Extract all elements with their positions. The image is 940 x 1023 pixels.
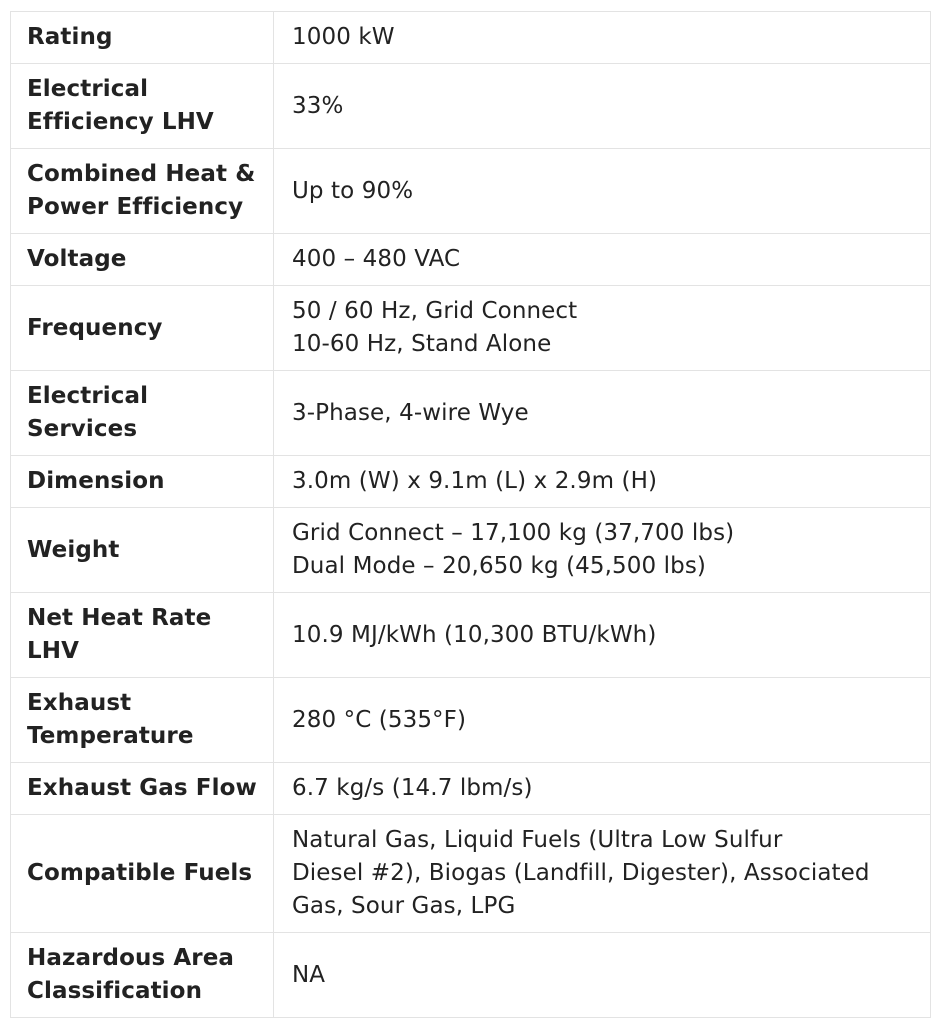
spec-label-electrical-efficiency: Electrical Efficiency LHV <box>11 64 274 149</box>
spec-label-exhaust-temperature: Exhaust Temperature <box>11 678 274 763</box>
spec-row-frequency <box>11 286 931 371</box>
spec-value-electrical-efficiency: 33% <box>274 64 931 149</box>
spec-label-electrical-services: Electrical Services <box>11 371 274 456</box>
spec-row-electrical-efficiency <box>11 64 931 149</box>
specifications-table-body <box>11 12 931 1018</box>
spec-label-dimension: Dimension <box>11 456 274 508</box>
spec-row-hazardous-area <box>11 933 931 1018</box>
spec-label-exhaust-gas-flow: Exhaust Gas Flow <box>11 763 274 815</box>
spec-value-chp-efficiency: Up to 90% <box>274 149 931 234</box>
spec-label-rating: Rating <box>11 12 274 64</box>
spec-label-hazardous-area: Hazardous Area Classification <box>11 933 274 1018</box>
spec-label-frequency: Frequency <box>11 286 274 371</box>
spec-label-compatible-fuels: Compatible Fuels <box>11 815 274 933</box>
spec-row-exhaust-temperature <box>11 678 931 763</box>
spec-value-compatible-fuels: Natural Gas, Liquid Fuels (Ultra Low Sulfur Diesel #2), Biogas (Landfill, Digester), Associated Gas, Sour Gas, LPG <box>274 815 931 933</box>
spec-value-dimension: 3.0m (W) x 9.1m (L) x 2.9m (H) <box>274 456 931 508</box>
spec-value-electrical-services: 3-Phase, 4-wire Wye <box>274 371 931 456</box>
spec-label-chp-efficiency: Combined Heat & Power Efficiency <box>11 149 274 234</box>
specifications-table <box>10 11 931 1018</box>
spec-row-exhaust-gas-flow <box>11 763 931 815</box>
spec-value-net-heat-rate: 10.9 MJ/kWh (10,300 BTU/kWh) <box>274 593 931 678</box>
spec-value-exhaust-gas-flow: 6.7 kg/s (14.7 lbm/s) <box>274 763 931 815</box>
spec-value-hazardous-area: NA <box>274 933 931 1018</box>
spec-value-weight: Grid Connect – 17,100 kg (37,700 lbs) Dual Mode – 20,650 kg (45,500 lbs) <box>274 508 931 593</box>
spec-value-rating: 1000 kW <box>274 12 931 64</box>
spec-value-voltage: 400 – 480 VAC <box>274 234 931 286</box>
spec-row-net-heat-rate <box>11 593 931 678</box>
spec-value-frequency: 50 / 60 Hz, Grid Connect 10-60 Hz, Stand Alone <box>274 286 931 371</box>
spec-label-weight: Weight <box>11 508 274 593</box>
spec-row-chp-efficiency <box>11 149 931 234</box>
spec-row-electrical-services <box>11 371 931 456</box>
spec-label-voltage: Voltage <box>11 234 274 286</box>
spec-row-dimension <box>11 456 931 508</box>
spec-row-rating <box>11 12 931 64</box>
spec-row-voltage <box>11 234 931 286</box>
spec-row-weight <box>11 508 931 593</box>
spec-value-exhaust-temperature: 280 °C (535°F) <box>274 678 931 763</box>
spec-row-compatible-fuels <box>11 815 931 933</box>
spec-label-net-heat-rate: Net Heat Rate LHV <box>11 593 274 678</box>
